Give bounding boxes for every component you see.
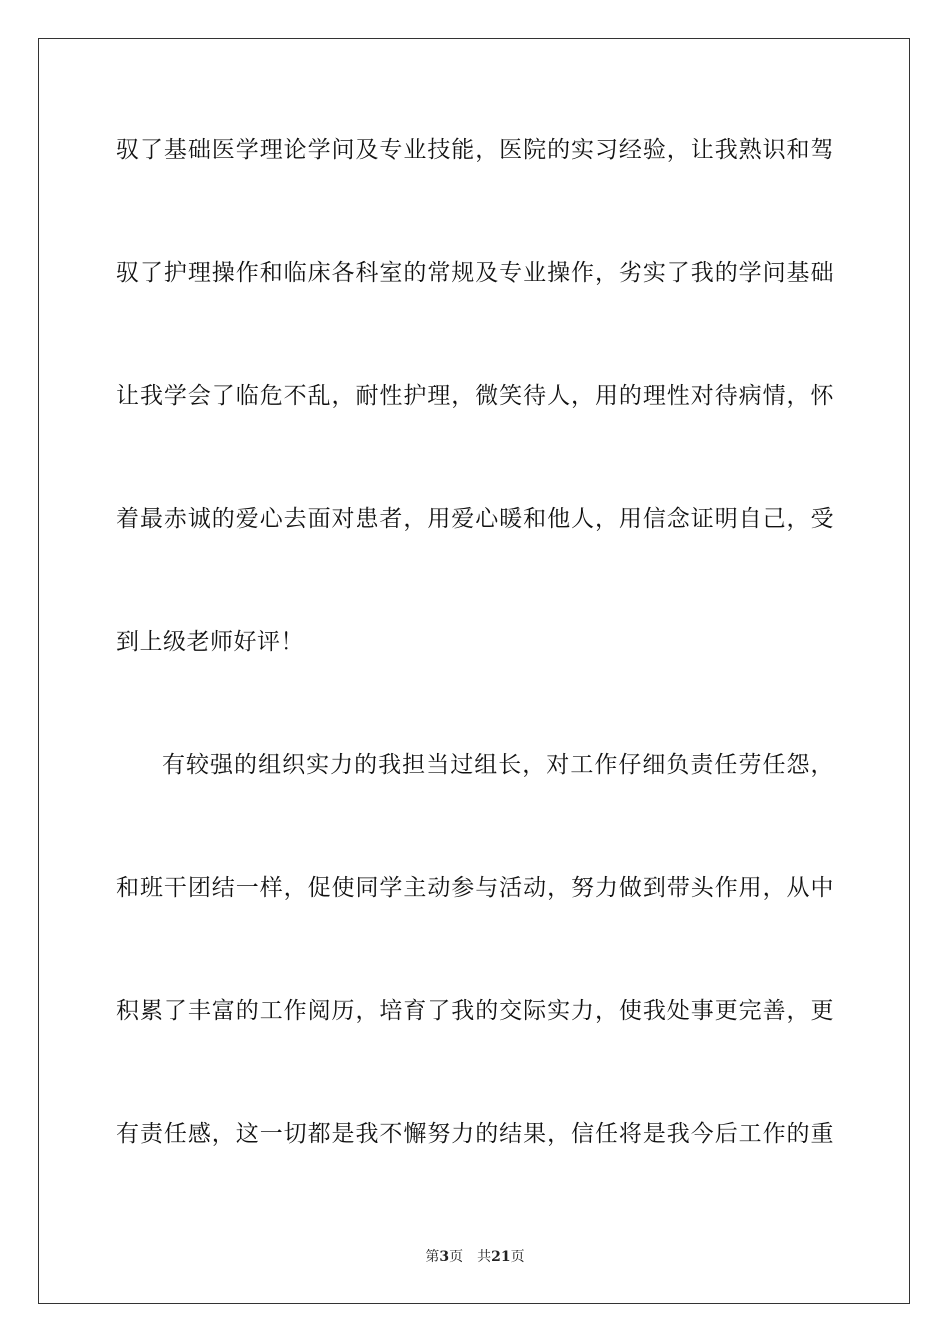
body-line-1: 驭了基础医学理论学问及专业技能，医院的实习经验，让我熟识和驾 bbox=[116, 137, 834, 163]
total-suffix: 页 bbox=[510, 1249, 525, 1265]
body-line-5: 到上级老师好评！ bbox=[116, 629, 304, 655]
body-line-3: 让我学会了临危不乱，耐性护理，微笑待人，用的理性对待病情，怀 bbox=[116, 383, 834, 409]
total-prefix: 共 bbox=[477, 1249, 492, 1265]
page-footer bbox=[0, 1247, 950, 1267]
page-suffix: 页 bbox=[449, 1249, 464, 1265]
body-line-9: 有责任感，这一切都是我不懈努力的结果，信任将是我今后工作的重 bbox=[116, 1121, 834, 1147]
page-number: 3 bbox=[439, 1249, 450, 1265]
paragraph-2-first-line: 有较强的组织实力的我担当过组长，对工作仔细负责任劳任怨， bbox=[162, 752, 834, 778]
body-line-4: 着最赤诚的爱心去面对患者，用爱心暖和他人，用信念证明自己，受 bbox=[116, 506, 834, 532]
body-line-8: 积累了丰富的工作阅历，培育了我的交际实力，使我处事更完善，更 bbox=[116, 998, 834, 1024]
page-prefix: 第 bbox=[425, 1249, 440, 1265]
body-line-2: 驭了护理操作和临床各科室的常规及专业操作，劣实了我的学问基础 bbox=[116, 260, 834, 286]
total-pages: 21 bbox=[491, 1249, 511, 1265]
body-line-7: 和班干团结一样，促使同学主动参与活动，努力做到带头作用，从中 bbox=[116, 875, 834, 901]
page-border bbox=[38, 38, 910, 1304]
